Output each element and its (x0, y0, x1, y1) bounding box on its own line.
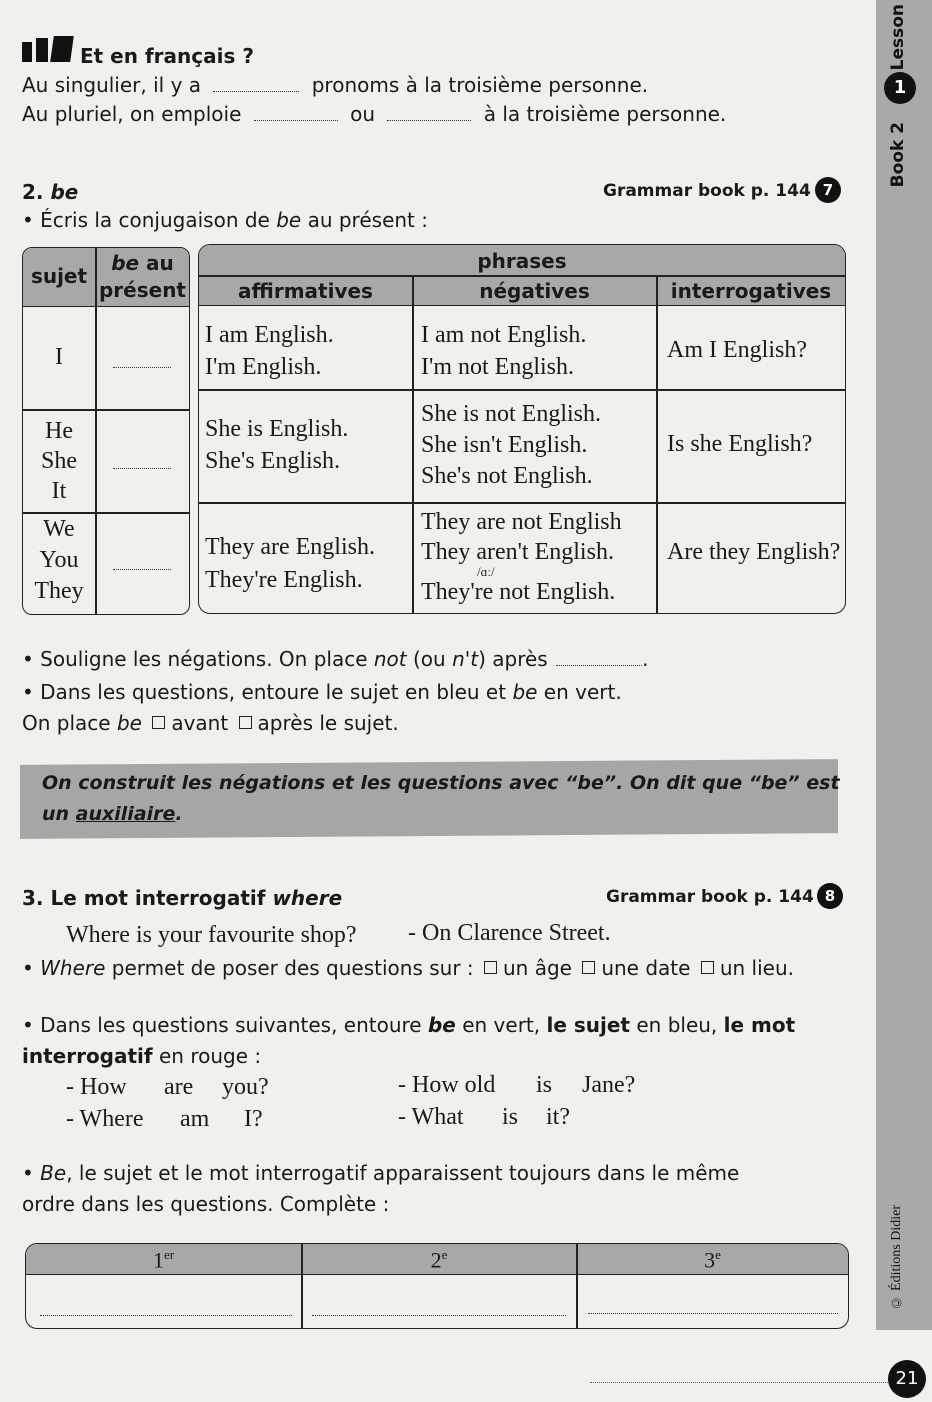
phrases-table (198, 244, 846, 614)
section2-ref: Grammar book p. 144 (603, 181, 811, 201)
order-header-1: 1er (152, 1247, 175, 1273)
rule-text: On construit les négations et les questions avec “be”. On dit que “be” est un auxiliaire. (42, 772, 840, 825)
ref-number-badge: 7 (815, 177, 841, 203)
section2-instruction: • Écris la conjugaison de be au présent : (22, 208, 428, 232)
negative-cell: She is not English. She isn't English. She's not English. (421, 401, 602, 489)
lesson-number-badge: 1 (884, 72, 916, 104)
negative-cell: I am not English. I'm not English. (421, 322, 587, 380)
question-item: - Where am I? (66, 1106, 263, 1132)
header-phrases: phrases (477, 249, 567, 273)
checkbox-age[interactable] (484, 961, 497, 974)
interrogative-cell: Is she English? (667, 431, 813, 457)
blank-line[interactable] (40, 1314, 292, 1316)
page-number: 21 (888, 1360, 926, 1398)
checkbox-avant[interactable] (152, 716, 165, 729)
bullet-negations: • Souligne les négations. On place not (ou n't) après . (22, 647, 649, 671)
interrogative-cell: Are they English? (667, 539, 841, 565)
blank-line[interactable] (556, 664, 642, 666)
be-position-line: On place be avant après le sujet. (22, 711, 399, 735)
checkbox-apres[interactable] (239, 716, 252, 729)
side-band (876, 0, 932, 1330)
section1-title: Et en français ? (80, 44, 254, 68)
checkbox-lieu[interactable] (701, 961, 714, 974)
header-negatives: négatives (479, 279, 590, 303)
ref-number-badge: 8 (817, 883, 843, 909)
book-label: Book 2 (888, 122, 908, 188)
blank-line[interactable] (312, 1314, 566, 1316)
blank-line[interactable] (113, 467, 171, 469)
subject-cell: He She It (41, 418, 77, 504)
page-number-line (590, 1382, 890, 1383)
affirmative-cell: She is English. She's English. (205, 416, 349, 474)
section1-line2: Au pluriel, on emploie ou à la troisième personne. (22, 102, 727, 126)
phonetic-note: /ɑː/ (477, 564, 495, 579)
blank-line[interactable] (113, 366, 171, 368)
blank-line[interactable] (254, 119, 338, 121)
header-interrogatives: interrogatives (670, 279, 832, 303)
lesson-label: Lesson (888, 4, 908, 71)
bullet-order: • Be, le sujet et le mot interrogatif apparaissent toujours dans le même ordre dans les questions. Complète : (22, 1161, 740, 1216)
copyright-text: © Éditions Didier (889, 1205, 904, 1310)
affirmative-cell: They are English. They're English. (205, 534, 375, 593)
bullet-instructions: • Dans les questions suivantes, entoure be en vert, le sujet en bleu, le mot interrogatif en rouge : (22, 1013, 796, 1068)
subject-cell: I (55, 344, 63, 370)
blank-line[interactable] (387, 119, 471, 121)
negative-cell: They are not English They aren't English. /ɑː/ They're not English. (421, 509, 622, 605)
checkbox-date[interactable] (582, 961, 595, 974)
be-present-table (22, 247, 190, 615)
subject-cell: We You They (34, 516, 84, 604)
section3-heading: 3. Le mot interrogatif where (22, 886, 343, 910)
section1-line1: Au singulier, il y a pronoms à la troisième personne. (22, 73, 649, 97)
section3-ref: Grammar book p. 144 (606, 887, 814, 907)
order-table (25, 1243, 849, 1329)
col-header-sujet: sujet (30, 264, 88, 288)
header-affirmatives: affirmatives (238, 279, 373, 303)
affirmative-cell: I am English. I'm English. (205, 322, 334, 380)
question-item: - What is it? (398, 1104, 570, 1130)
section2-heading: 2. be (22, 180, 79, 204)
section1-icon (22, 36, 72, 62)
interrogative-cell: Am I English? (667, 337, 807, 363)
order-header-3: 3e (704, 1247, 721, 1273)
blank-line[interactable] (213, 90, 299, 92)
question-item: - How are you? (66, 1074, 269, 1100)
question-item: - How old is Jane? (398, 1072, 636, 1098)
col-header-be: be au présent (98, 251, 186, 302)
bullet-where: • Where permet de poser des questions sur : un âge une date un lieu. (22, 956, 794, 980)
example-answer: - On Clarence Street. (408, 920, 611, 946)
order-header-2: 2e (430, 1247, 448, 1273)
bullet-questions: • Dans les questions, entoure le sujet en bleu et be en vert. (22, 680, 622, 704)
blank-line[interactable] (588, 1312, 838, 1314)
example-question: Where is your favourite shop? (66, 922, 357, 948)
blank-line[interactable] (113, 568, 171, 570)
